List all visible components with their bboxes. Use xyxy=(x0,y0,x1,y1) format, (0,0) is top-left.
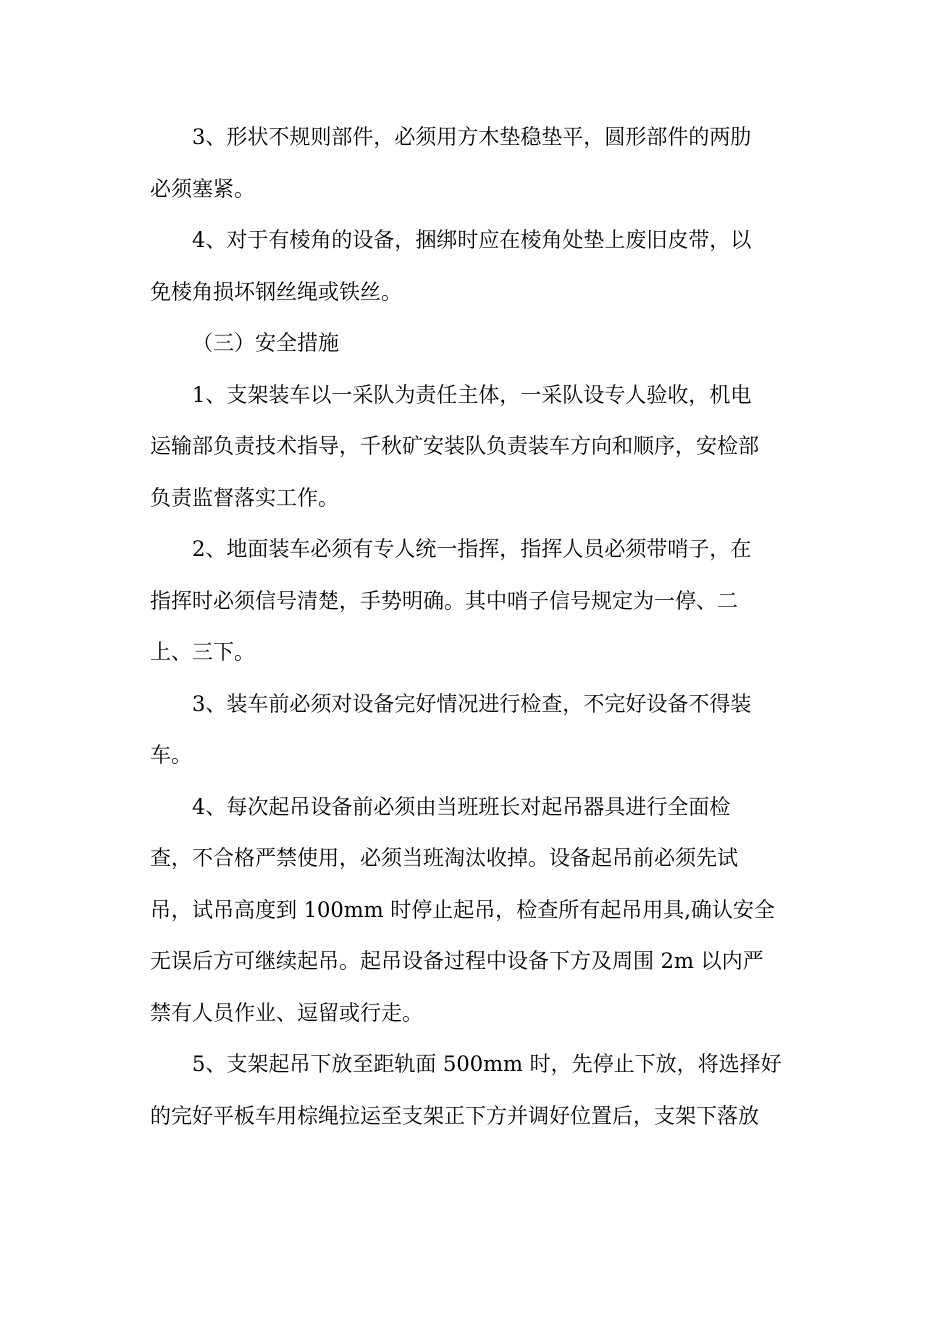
text-line: 3、形状不规则部件，必须用方木垫稳垫平，圆形部件的两肋 xyxy=(192,125,752,149)
text-line: 1、支架装车以一采队为责任主体，一采队设专人验收，机电 xyxy=(192,382,752,407)
text-line: 负责监督落实工作。 xyxy=(150,485,339,510)
text-line: 4、对于有棱角的设备，捆绑时应在棱角处垫上废旧皮带，以 xyxy=(192,228,752,252)
paragraph-safety-2 xyxy=(150,524,798,679)
text-line: 运输部负责技术指导，千秋矿安装队负责装车方向和顺序，安检部 xyxy=(150,434,759,458)
text-line: 禁有人员作业、逗留或行走。 xyxy=(150,1000,423,1025)
text-line: 车。 xyxy=(150,743,192,767)
text-line: 无误后方可继续起吊。起吊设备过程中设备下方及周围 2m 以内严 xyxy=(150,949,764,973)
paragraph-safety-5 xyxy=(150,1039,798,1142)
paragraph-safety-3 xyxy=(150,679,798,782)
text-line: 上、三下。 xyxy=(150,640,255,664)
text-line: 2、地面装车必须有专人统一指挥，指挥人员必须带哨子，在 xyxy=(192,537,752,561)
paragraph-item-3-shape xyxy=(150,112,798,215)
section-heading-safety-measures xyxy=(150,318,798,370)
text-line: 指挥时必须信号清楚，手势明确。其中哨子信号规定为一停、二 xyxy=(150,588,738,613)
text-line: 查，不合格严禁使用，必须当班淘汰收掉。设备起吊前必须先试 xyxy=(150,846,738,870)
text-line: 必须塞紧。 xyxy=(150,176,255,201)
section-heading-text: （三）安全措施 xyxy=(192,331,339,355)
paragraph-safety-1 xyxy=(150,370,798,525)
text-line: 免棱角损坏钢丝绳或铁丝。 xyxy=(150,279,402,304)
paragraph-item-4-edges xyxy=(150,215,798,318)
text-line: 的完好平板车用棕绳拉运至支架正下方并调好位置后，支架下落放 xyxy=(150,1103,759,1128)
document-body xyxy=(150,112,798,1142)
text-line: 吊，试吊高度到 100mm 时停止起吊，检查所有起吊用具,确认安全 xyxy=(150,897,775,922)
text-line: 5、支架起吊下放至距轨面 500mm 时，先停止下放，将选择好 xyxy=(192,1052,782,1076)
paragraph-safety-4 xyxy=(150,782,798,1040)
text-line: 3、装车前必须对设备完好情况进行检查，不完好设备不得装 xyxy=(192,691,752,716)
text-line: 4、每次起吊设备前必须由当班班长对起吊器具进行全面检 xyxy=(192,794,731,819)
